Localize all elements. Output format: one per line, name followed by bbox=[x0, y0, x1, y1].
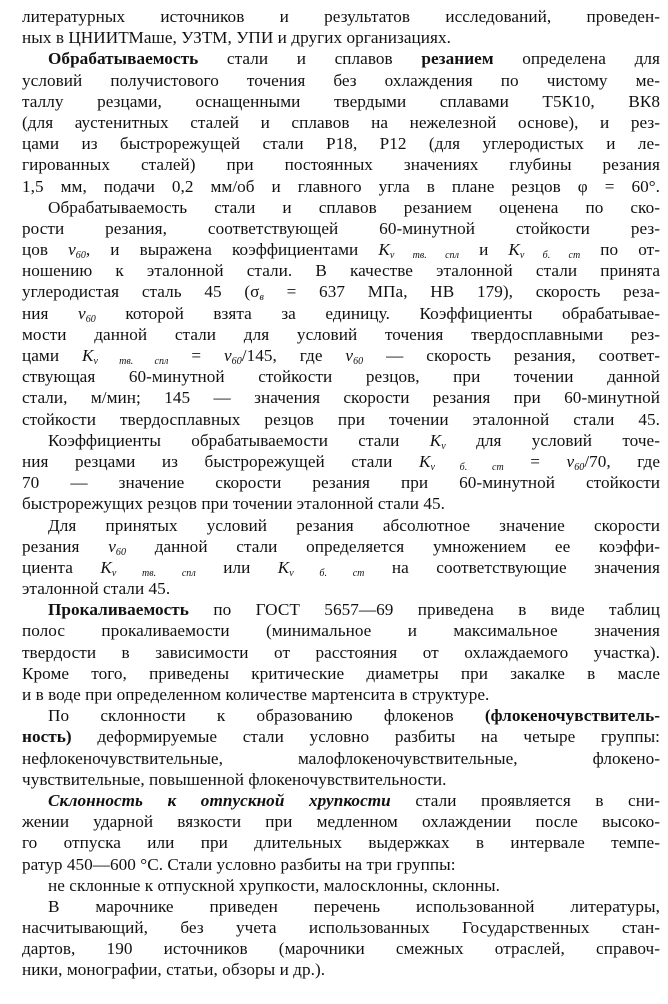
text-run: v bbox=[223, 346, 232, 365]
text-line bbox=[22, 917, 660, 938]
text-run: ники, монографии, статьи, обзоры и др.). bbox=[22, 960, 326, 980]
text-run: стали проявляется в сни- bbox=[390, 790, 660, 810]
text-line bbox=[22, 176, 660, 197]
text-run: углеродистая сталь 45 (σ bbox=[22, 282, 260, 302]
text-run: ния резцами из быстрорежущей стали bbox=[22, 451, 419, 471]
text-run: цами из быстрорежущей стали Р18, Р12 (для углеродистых и ле- bbox=[22, 134, 660, 154]
subscript: v тв. спл bbox=[93, 356, 169, 367]
text-run: мости данной стали для условий точения твердосплавными рез- bbox=[22, 324, 660, 344]
subscript: 60 bbox=[353, 356, 364, 367]
text-run: или bbox=[195, 557, 278, 577]
text-run: В марочнике приведен перечень использованной литературы, bbox=[48, 896, 660, 916]
subscript: v б. ст bbox=[289, 567, 365, 579]
text-line bbox=[22, 91, 660, 112]
text-run: Прокаливаемость bbox=[48, 600, 189, 620]
text-run: цами bbox=[22, 346, 83, 365]
text-line bbox=[22, 133, 660, 154]
text-run: v bbox=[68, 240, 76, 260]
text-line bbox=[22, 303, 660, 324]
text-line bbox=[22, 430, 660, 451]
text-run: и bbox=[459, 240, 509, 260]
text-run: литературных источников и результатов исследований, проведен- bbox=[22, 7, 660, 26]
text-run: насчитывающий, без учета использованных Государственных стан- bbox=[22, 918, 660, 938]
text-run: ность) bbox=[22, 727, 72, 747]
text-line bbox=[22, 705, 660, 726]
text-line bbox=[22, 536, 660, 557]
text-line bbox=[22, 451, 660, 472]
text-line bbox=[22, 493, 660, 514]
text-line bbox=[22, 112, 660, 133]
text-line bbox=[22, 515, 660, 536]
text-line bbox=[22, 154, 660, 175]
text-line bbox=[22, 324, 660, 345]
text-line bbox=[22, 218, 660, 239]
text-line bbox=[22, 472, 660, 493]
text-line bbox=[22, 345, 660, 366]
text-line bbox=[22, 896, 660, 917]
text-run: таллу резцами, оснащенными твердыми сплавами Т5К10, ВК8 bbox=[22, 91, 660, 111]
text-line bbox=[22, 875, 660, 896]
text-run: резания bbox=[22, 536, 109, 556]
text-run: Коэффициенты обрабатываемости стали bbox=[48, 430, 430, 450]
text-run: Обрабатываемость стали и сплавов резанием оценена по ско- bbox=[48, 197, 660, 217]
text-line bbox=[22, 599, 660, 620]
text-line bbox=[22, 557, 660, 578]
text-run: K bbox=[418, 451, 431, 471]
subscript: v bbox=[441, 440, 446, 452]
text-run: по от- bbox=[580, 240, 660, 260]
text-run: Кроме того, приведены критические диаметры при закалке в масле bbox=[22, 663, 660, 683]
text-run: по ГОСТ 5657—69 приведена в виде таблиц bbox=[188, 600, 660, 620]
text-run: для условий точе- bbox=[445, 430, 660, 450]
subscript: v б. ст bbox=[519, 250, 581, 262]
text-run: K bbox=[100, 557, 112, 577]
text-run: (для аустенитных сталей и сплавов на нежелезной основе), и рез- bbox=[22, 112, 660, 132]
text-run: Для принятых условий резания абсолютное значение скорости bbox=[48, 515, 660, 535]
text-line bbox=[22, 578, 660, 599]
text-run: K bbox=[429, 430, 442, 450]
subscript: 60 bbox=[115, 546, 126, 558]
text-line bbox=[22, 959, 660, 980]
text-run: = 637 МПа, НВ 179), скорость реза- bbox=[263, 282, 660, 302]
text-run: цов bbox=[22, 240, 69, 260]
text-run: чувствительные, повышенной флокеночувствительности. bbox=[22, 769, 447, 789]
text-run: ратур 450—600 °С. Стали условно разбиты на три группы: bbox=[22, 854, 456, 874]
text-run: жении ударной вязкости при медленном охлаждении после высоко- bbox=[22, 812, 660, 832]
text-line bbox=[22, 642, 660, 663]
text-run: полос прокаливаемости (минимальное и максимальное значения bbox=[22, 621, 660, 641]
subscript: 60 bbox=[574, 461, 585, 473]
text-line bbox=[22, 366, 660, 387]
text-run: нефлокеночувствительные, малофлокеночувствительные, флокено- bbox=[22, 748, 660, 768]
text-run: деформируемые стали условно разбиты на четыре группы: bbox=[71, 727, 660, 747]
text-line bbox=[22, 281, 660, 302]
text-run: — скорость резания, соответ- bbox=[363, 346, 660, 365]
text-line bbox=[22, 726, 660, 747]
subscript: v б. ст bbox=[430, 461, 504, 473]
text-run: 70 — значение скорости резания при 60-минутной стойкости bbox=[22, 473, 660, 493]
text-run: v bbox=[78, 303, 86, 323]
text-run: стали и сплавов bbox=[198, 49, 422, 69]
text-run: циента bbox=[22, 557, 101, 577]
text-run: (флокеночувствитель- bbox=[484, 706, 660, 726]
text-run: Обрабатываемость bbox=[48, 49, 199, 69]
text-line bbox=[22, 387, 660, 408]
text-run: Склонность к отпускной хрупкости bbox=[48, 790, 391, 810]
text-run: ствующая 60-минутной стойкости резцов, при точении данной bbox=[22, 367, 660, 387]
text-run: твердости в зависимости от расстояния от охлаждаемого участка). bbox=[22, 642, 660, 662]
text-run: на соответствующие значения bbox=[364, 557, 660, 577]
text-line bbox=[22, 938, 660, 959]
text-run: резанием bbox=[421, 49, 494, 69]
text-run: рости резания, соответствующей 60-минутной стойкости рез- bbox=[22, 218, 660, 238]
text-line bbox=[22, 748, 660, 769]
subscript: 60 bbox=[231, 356, 242, 367]
text-run: K bbox=[378, 240, 390, 260]
text-line bbox=[22, 409, 660, 430]
text-line bbox=[22, 6, 660, 27]
text-run: определена для bbox=[493, 49, 660, 69]
text-run: данной стали определяется умножением ее коэффи- bbox=[126, 536, 660, 556]
text-line bbox=[22, 684, 660, 705]
text-run: быстрорежущих резцов при точении эталонной стали 45. bbox=[22, 494, 445, 514]
text-run: ношению к эталонной стали. В качестве эталонной стали принята bbox=[22, 261, 660, 281]
text-run: не склонные к отпускной хрупкости, малосклонны, склонны. bbox=[48, 875, 500, 895]
text-line bbox=[22, 769, 660, 790]
subscript: 60 bbox=[75, 250, 86, 262]
text-run: ния bbox=[22, 303, 79, 323]
text-run: эталонной стали 45. bbox=[22, 579, 171, 599]
text-run: v bbox=[108, 536, 116, 556]
text-run: го отпуска или при длительных выдержках в интервале темпе- bbox=[22, 833, 660, 853]
text-run: v bbox=[566, 451, 575, 471]
text-line bbox=[22, 239, 660, 260]
subscript: 60 bbox=[85, 313, 96, 325]
text-run: K bbox=[82, 346, 94, 365]
text-run: K bbox=[508, 240, 520, 260]
text-line bbox=[22, 197, 660, 218]
text-line bbox=[22, 48, 660, 69]
text-run: стали, м/мин; 145 — значения скорости резания при 60-минутной bbox=[22, 388, 660, 408]
text-line bbox=[22, 832, 660, 853]
text-run: ных в ЦНИИТМаше, УЗТМ, УПИ и других организациях. bbox=[22, 28, 451, 48]
subscript: в bbox=[259, 292, 264, 304]
text-run: K bbox=[277, 557, 290, 577]
text-run: которой взята за единицу. Коэффициенты обрабатывае- bbox=[95, 303, 660, 323]
subscript: v тв. спл bbox=[389, 250, 460, 262]
text-run: /70, где bbox=[584, 451, 660, 471]
text-line bbox=[22, 620, 660, 641]
text-run: условий получистового точения без охлаждения по чистому ме- bbox=[22, 70, 660, 90]
text-line bbox=[22, 663, 660, 684]
text-line bbox=[22, 260, 660, 281]
text-run: 1,5 мм, подачи 0,2 мм/об и главного угла в плане резцов φ = 60°. bbox=[22, 176, 660, 196]
text-line bbox=[22, 811, 660, 832]
text-run: и в воде при определенном количестве мартенсита в структуре. bbox=[22, 685, 490, 704]
text-run: , и выражена коэффициентами bbox=[85, 240, 379, 260]
text-run: /145, где bbox=[241, 346, 346, 365]
subscript: v тв. спл bbox=[111, 567, 196, 579]
text-run: = bbox=[168, 346, 224, 365]
text-run: v bbox=[345, 346, 354, 365]
text-line bbox=[22, 70, 660, 91]
text-run: стойкости твердосплавных резцов при точении эталонной стали 45. bbox=[22, 409, 660, 429]
text-run: дартов, 190 источников (марочники смежных отраслей, справоч- bbox=[22, 939, 660, 959]
text-run: гированных сталей) при постоянных значениях глубины резания bbox=[22, 155, 660, 175]
text-line bbox=[22, 790, 660, 811]
text-run: По склонности к образованию флокенов bbox=[48, 706, 485, 726]
text-line bbox=[22, 854, 660, 875]
text-line bbox=[22, 27, 660, 48]
text-run: = bbox=[503, 451, 567, 471]
